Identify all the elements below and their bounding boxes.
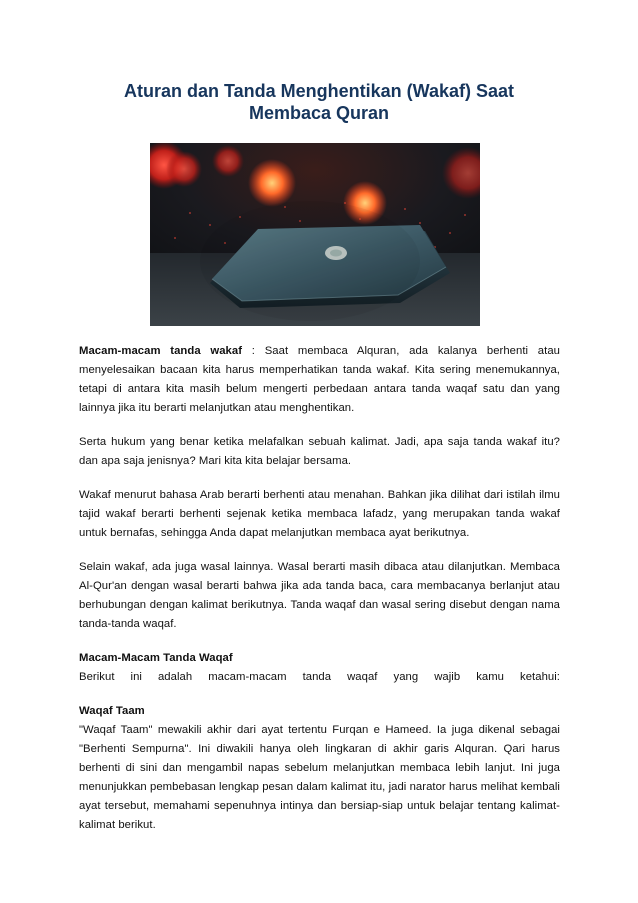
paragraph-2: Serta hukum yang benar ketika melafalkan sebuah kalimat. Jadi, apa saja tanda wakaf itu? dan apa saja jenisnya? Mari kita kita belajar bersama. [79,436,560,467]
paragraph-list-intro: Berikut ini adalah macam-macam tanda waqaf yang wajib kamu ketahui: [79,671,560,683]
document-title [60,80,578,124]
article-body [79,342,560,850]
title-line-2: Membaca Quran [248,103,390,123]
quran-photo [150,143,480,326]
section-heading-waqaf-taam: Waqaf Taam [79,705,145,717]
paragraph-intro [79,342,560,418]
title-line-1: Aturan dan Tanda Menghentikan (Wakaf) Saat [123,81,515,101]
paragraph-waqaf-taam: "Waqaf Taam" mewakili akhir dari ayat tertentu Furqan e Hameed. Ia juga dikenal sebagai "Berhenti Sempurna". Ini diwakili hanya oleh lingkaran di akhir garis Alquran. Qari harus berhenti di sini dan mengambil napas sebelum melanjutkan membaca lebih lanjut. Ini juga menunjukkan pembebasan lengkap pesan dalam kalimat itu, jadi narator harus melihat kembali ayat tersebut, memahami sepenuhnya intinya dan bersiap-siap untuk belajar tentang kalimat-kalimat berikut. [79,724,560,831]
paragraph-3: Wakaf menurut bahasa Arab berarti berhenti atau menahan. Bahkan jika dilihat dari istilah ilmu tajid wakaf berarti berhenti sejenak ketika membaca lafadz, yang merupakan tanda wakaf untuk bernafas, sehingga Anda dapat melanjutkan membaca ayat berikutnya. [79,489,560,539]
section-heading-macam: Macam-Macam Tanda Waqaf [79,652,233,664]
intro-text: : Saat membaca Alquran, ada kalanya berhenti atau menyelesaikan bacaan kita harus memperhatikan tanda wakaf. Kita sering menemukannya, tetapi di antara kita masih belum mengerti perbedaan antara tanda waqaf satu dan yang lainnya jika itu berarti melanjutkan atau menghentikan. [79,345,560,414]
intro-bold-lead: Macam-macam tanda wakaf [79,345,243,357]
paragraph-4: Selain wakaf, ada juga wasal lainnya. Wasal berarti masih dibaca atau dilanjutkan. Membaca Al-Qur'an dengan wasal berarti bahwa jika ada tanda baca, cara membacanya berlanjut atau berhubungan dengan kalimat berikutnya. Tanda waqaf dan wasal sering disebut dengan nama tanda-tanda waqaf. [79,561,560,630]
